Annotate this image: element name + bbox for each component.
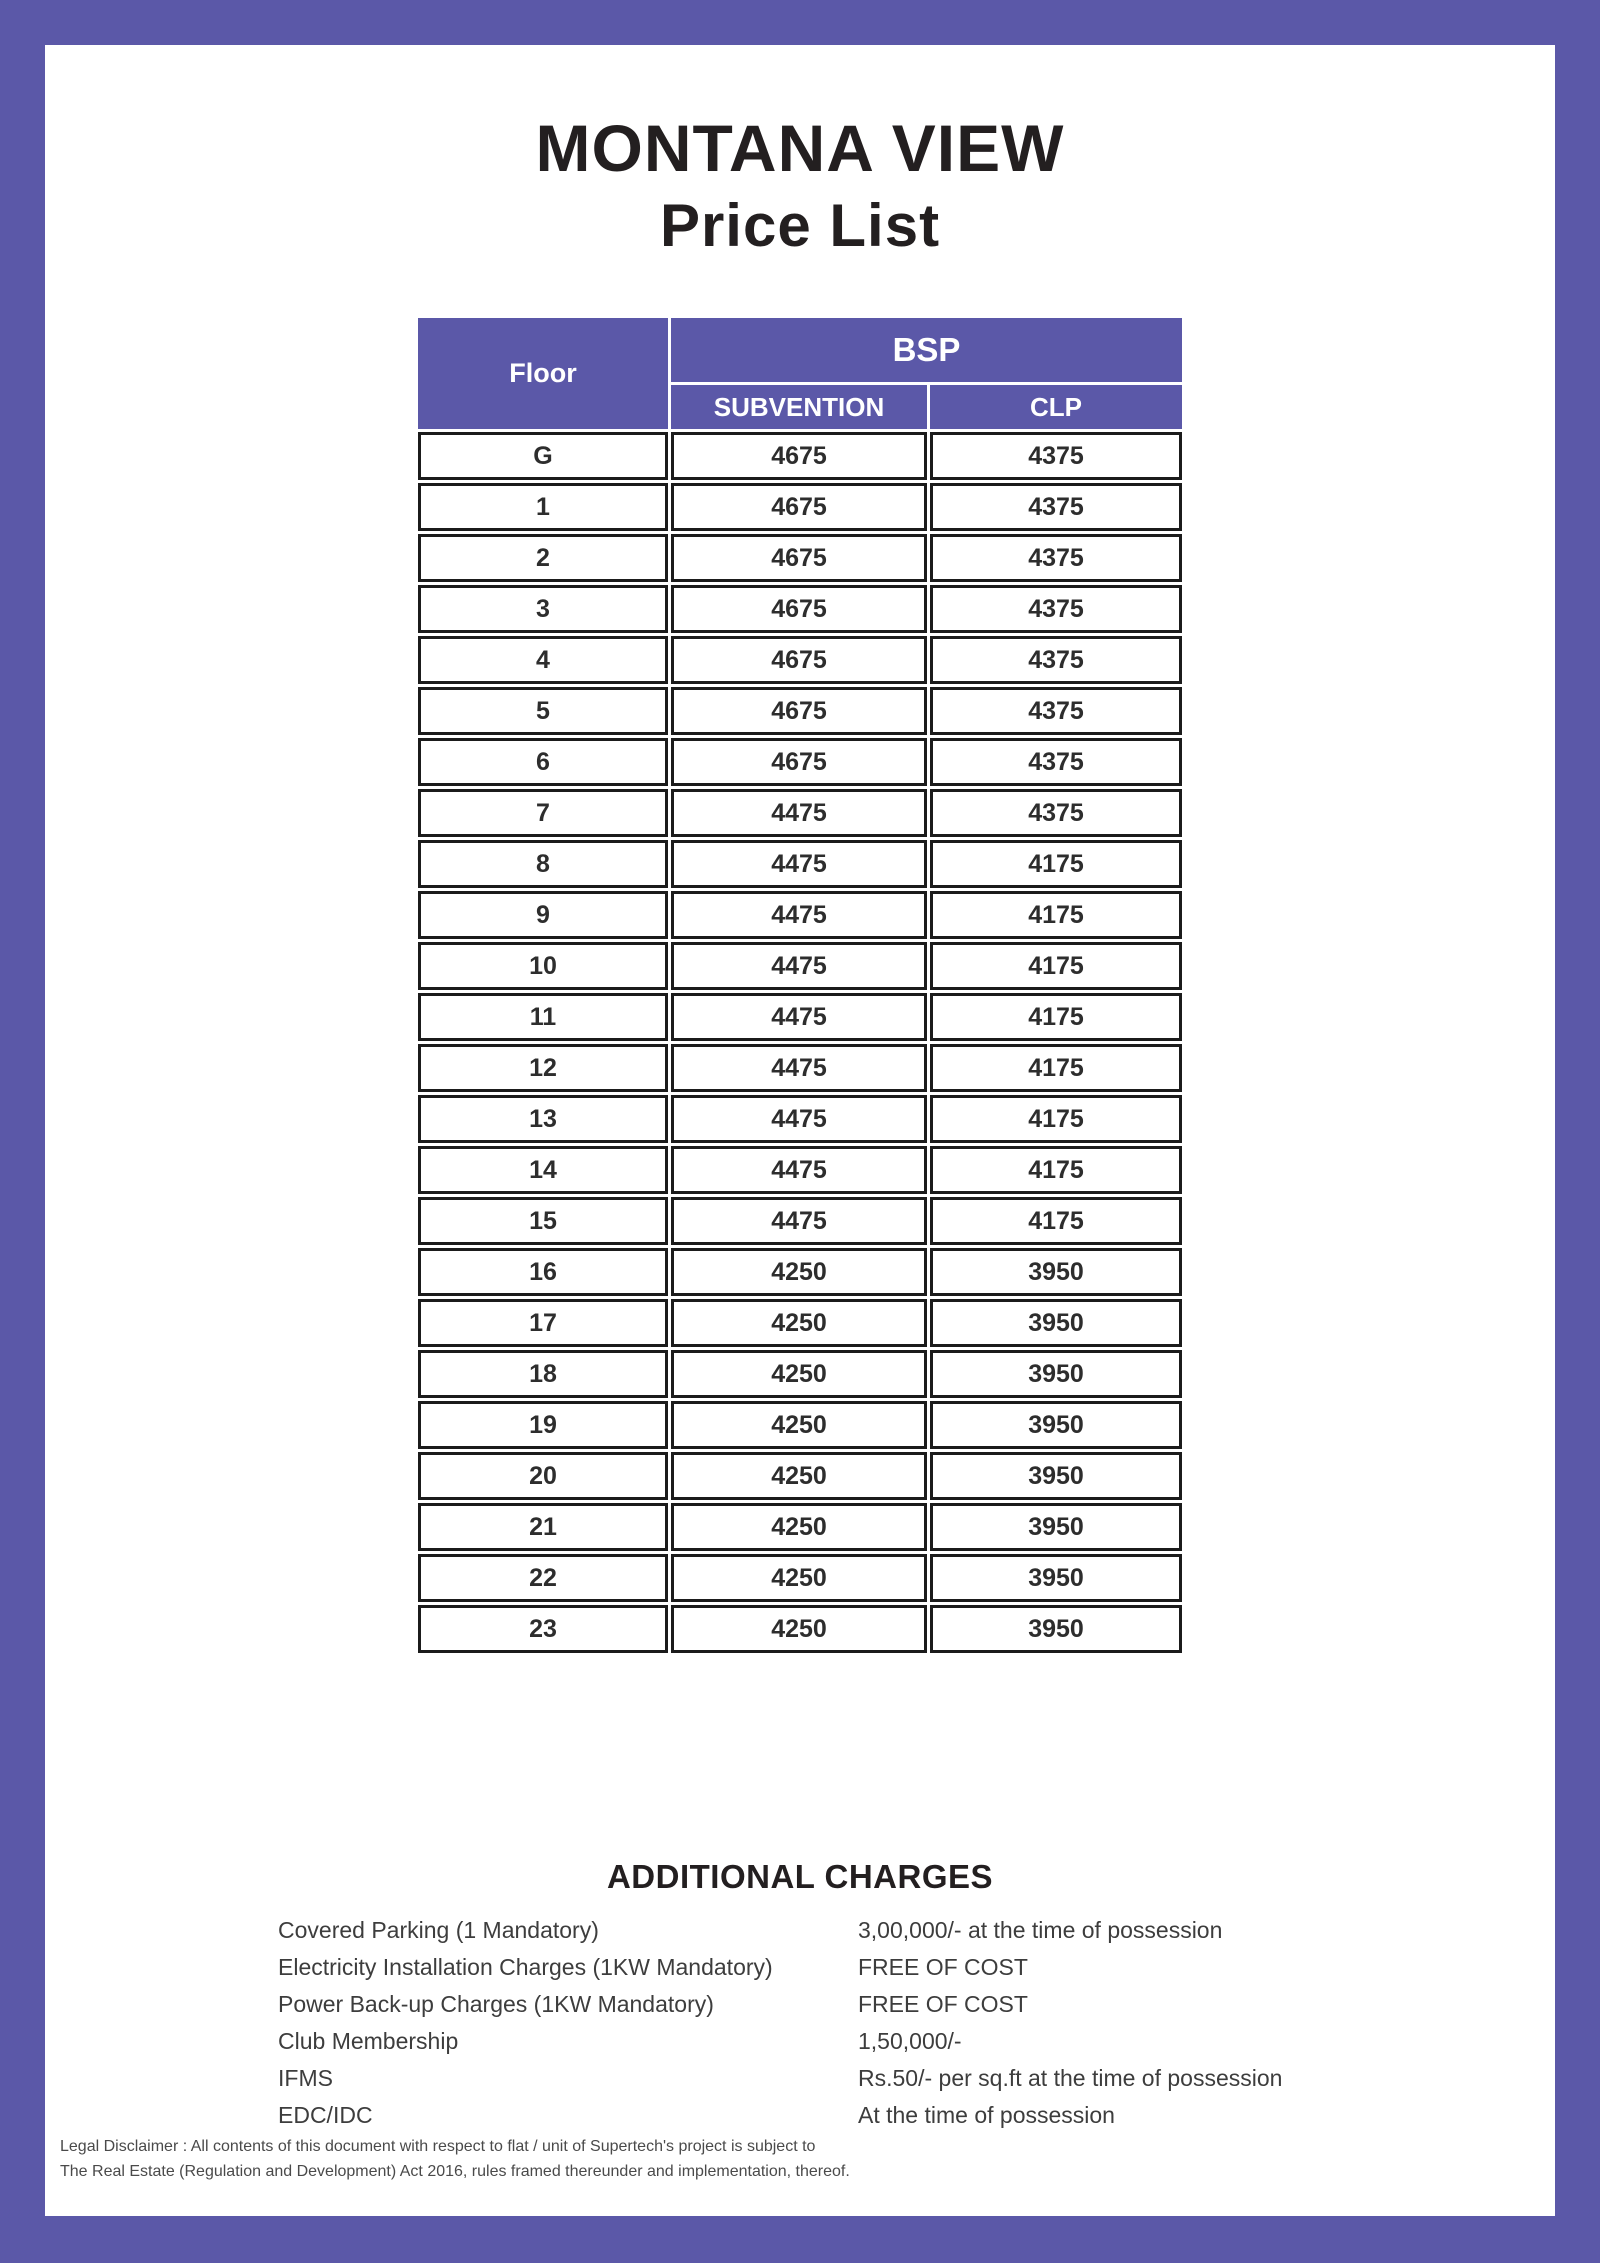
floor-cell: 2	[418, 534, 668, 582]
charge-value: FREE OF COST	[858, 1991, 1028, 2017]
clp-column-header: CLP	[930, 385, 1182, 429]
charge-row	[278, 1949, 1358, 1986]
clp-cell: 3950	[930, 1503, 1182, 1551]
clp-cell: 4175	[930, 891, 1182, 939]
table-row	[418, 1554, 1182, 1602]
subvention-cell: 4675	[671, 636, 927, 684]
floor-column-header: Floor	[418, 318, 668, 429]
subvention-cell: 4475	[671, 1095, 927, 1143]
subvention-cell: 4475	[671, 993, 927, 1041]
clp-cell: 3950	[930, 1350, 1182, 1398]
charge-value: 3,00,000/- at the time of possession	[858, 1917, 1223, 1943]
subvention-cell: 4250	[671, 1452, 927, 1500]
charge-label: Covered Parking (1 Mandatory)	[278, 1917, 599, 1943]
subvention-cell: 4475	[671, 840, 927, 888]
clp-cell: 4175	[930, 993, 1182, 1041]
table-row	[418, 1452, 1182, 1500]
legal-disclaimer-line1: Legal Disclaimer : All contents of this document with respect to flat / unit of Supertech's project is subject to	[60, 2138, 816, 2155]
table-row	[418, 534, 1182, 582]
clp-cell: 4175	[930, 840, 1182, 888]
subvention-cell: 4475	[671, 1044, 927, 1092]
additional-charges-list	[278, 1912, 1358, 2134]
charge-label: EDC/IDC	[278, 2102, 373, 2128]
legal-disclaimer-line2: The Real Estate (Regulation and Development) Act 2016, rules framed thereunder and implementation, thereof.	[60, 2163, 850, 2180]
table-row	[418, 891, 1182, 939]
subvention-cell: 4250	[671, 1248, 927, 1296]
table-row	[418, 942, 1182, 990]
floor-cell: G	[418, 432, 668, 480]
charge-row	[278, 1912, 1358, 1949]
clp-cell: 3950	[930, 1299, 1182, 1347]
clp-cell: 4175	[930, 1197, 1182, 1245]
subvention-cell: 4250	[671, 1299, 927, 1347]
floor-cell: 21	[418, 1503, 668, 1551]
table-row	[418, 636, 1182, 684]
subvention-cell: 4675	[671, 585, 927, 633]
table-row	[418, 687, 1182, 735]
charge-row	[278, 2023, 1358, 2060]
charge-row	[278, 2060, 1358, 2097]
table-row	[418, 1146, 1182, 1194]
subvention-cell: 4675	[671, 687, 927, 735]
subvention-cell: 4475	[671, 789, 927, 837]
charge-label: Club Membership	[278, 2028, 459, 2054]
subvention-cell: 4250	[671, 1605, 927, 1653]
price-table-header	[418, 318, 1182, 429]
table-row	[418, 432, 1182, 480]
floor-cell: 18	[418, 1350, 668, 1398]
legal-disclaimer	[60, 2134, 960, 2184]
table-row	[418, 1605, 1182, 1653]
clp-cell: 4375	[930, 534, 1182, 582]
floor-cell: 11	[418, 993, 668, 1041]
clp-cell: 4375	[930, 585, 1182, 633]
subvention-cell: 4250	[671, 1350, 927, 1398]
floor-cell: 22	[418, 1554, 668, 1602]
table-row	[418, 1299, 1182, 1347]
subvention-cell: 4475	[671, 891, 927, 939]
floor-cell: 5	[418, 687, 668, 735]
table-row	[418, 1197, 1182, 1245]
floor-cell: 7	[418, 789, 668, 837]
subvention-cell: 4675	[671, 738, 927, 786]
table-row	[418, 585, 1182, 633]
document-title	[0, 108, 1600, 264]
charge-value: FREE OF COST	[858, 1954, 1028, 1980]
charge-label: IFMS	[278, 2065, 333, 2091]
table-row	[418, 840, 1182, 888]
floor-cell: 3	[418, 585, 668, 633]
clp-cell: 4375	[930, 789, 1182, 837]
table-row	[418, 1350, 1182, 1398]
table-row	[418, 483, 1182, 531]
clp-cell: 4375	[930, 738, 1182, 786]
clp-cell: 4375	[930, 687, 1182, 735]
subvention-cell: 4675	[671, 432, 927, 480]
subvention-cell: 4250	[671, 1503, 927, 1551]
project-name: MONTANA VIEW	[535, 111, 1065, 185]
floor-cell: 17	[418, 1299, 668, 1347]
charge-value: 1,50,000/-	[858, 2028, 962, 2054]
bsp-column-header: BSP	[671, 318, 1182, 382]
clp-cell: 3950	[930, 1452, 1182, 1500]
clp-cell: 4375	[930, 483, 1182, 531]
floor-cell: 19	[418, 1401, 668, 1449]
floor-cell: 23	[418, 1605, 668, 1653]
subvention-column-header: SUBVENTION	[671, 385, 927, 429]
price-table-body	[418, 432, 1182, 1653]
table-row	[418, 1503, 1182, 1551]
table-row	[418, 993, 1182, 1041]
table-row	[418, 1095, 1182, 1143]
floor-cell: 20	[418, 1452, 668, 1500]
price-table	[415, 315, 1185, 1656]
floor-cell: 1	[418, 483, 668, 531]
table-row	[418, 1044, 1182, 1092]
table-row	[418, 738, 1182, 786]
floor-cell: 14	[418, 1146, 668, 1194]
floor-cell: 12	[418, 1044, 668, 1092]
floor-cell: 13	[418, 1095, 668, 1143]
clp-cell: 4175	[930, 1146, 1182, 1194]
subvention-cell: 4250	[671, 1554, 927, 1602]
charge-row	[278, 2097, 1358, 2134]
subvention-cell: 4675	[671, 483, 927, 531]
charge-value: At the time of possession	[858, 2102, 1115, 2128]
floor-cell: 9	[418, 891, 668, 939]
subvention-cell: 4475	[671, 1197, 927, 1245]
charge-row	[278, 1986, 1358, 2023]
clp-cell: 4175	[930, 1095, 1182, 1143]
table-row	[418, 1248, 1182, 1296]
charge-value: Rs.50/- per sq.ft at the time of possession	[858, 2065, 1283, 2091]
clp-cell: 4175	[930, 1044, 1182, 1092]
clp-cell: 4375	[930, 636, 1182, 684]
page-title: Price List	[659, 192, 941, 259]
subvention-cell: 4250	[671, 1401, 927, 1449]
clp-cell: 3950	[930, 1401, 1182, 1449]
clp-cell: 4375	[930, 432, 1182, 480]
floor-cell: 4	[418, 636, 668, 684]
table-row	[418, 789, 1182, 837]
clp-cell: 4175	[930, 942, 1182, 990]
floor-cell: 6	[418, 738, 668, 786]
clp-cell: 3950	[930, 1605, 1182, 1653]
subvention-cell: 4475	[671, 942, 927, 990]
clp-cell: 3950	[930, 1248, 1182, 1296]
floor-cell: 15	[418, 1197, 668, 1245]
table-row	[418, 1401, 1182, 1449]
floor-cell: 10	[418, 942, 668, 990]
charge-label: Power Back-up Charges (1KW Mandatory)	[278, 1991, 714, 2017]
floor-cell: 16	[418, 1248, 668, 1296]
floor-cell: 8	[418, 840, 668, 888]
additional-charges-heading: ADDITIONAL CHARGES	[606, 1858, 994, 1895]
subvention-cell: 4675	[671, 534, 927, 582]
clp-cell: 3950	[930, 1554, 1182, 1602]
subvention-cell: 4475	[671, 1146, 927, 1194]
charge-label: Electricity Installation Charges (1KW Mandatory)	[278, 1954, 773, 1980]
